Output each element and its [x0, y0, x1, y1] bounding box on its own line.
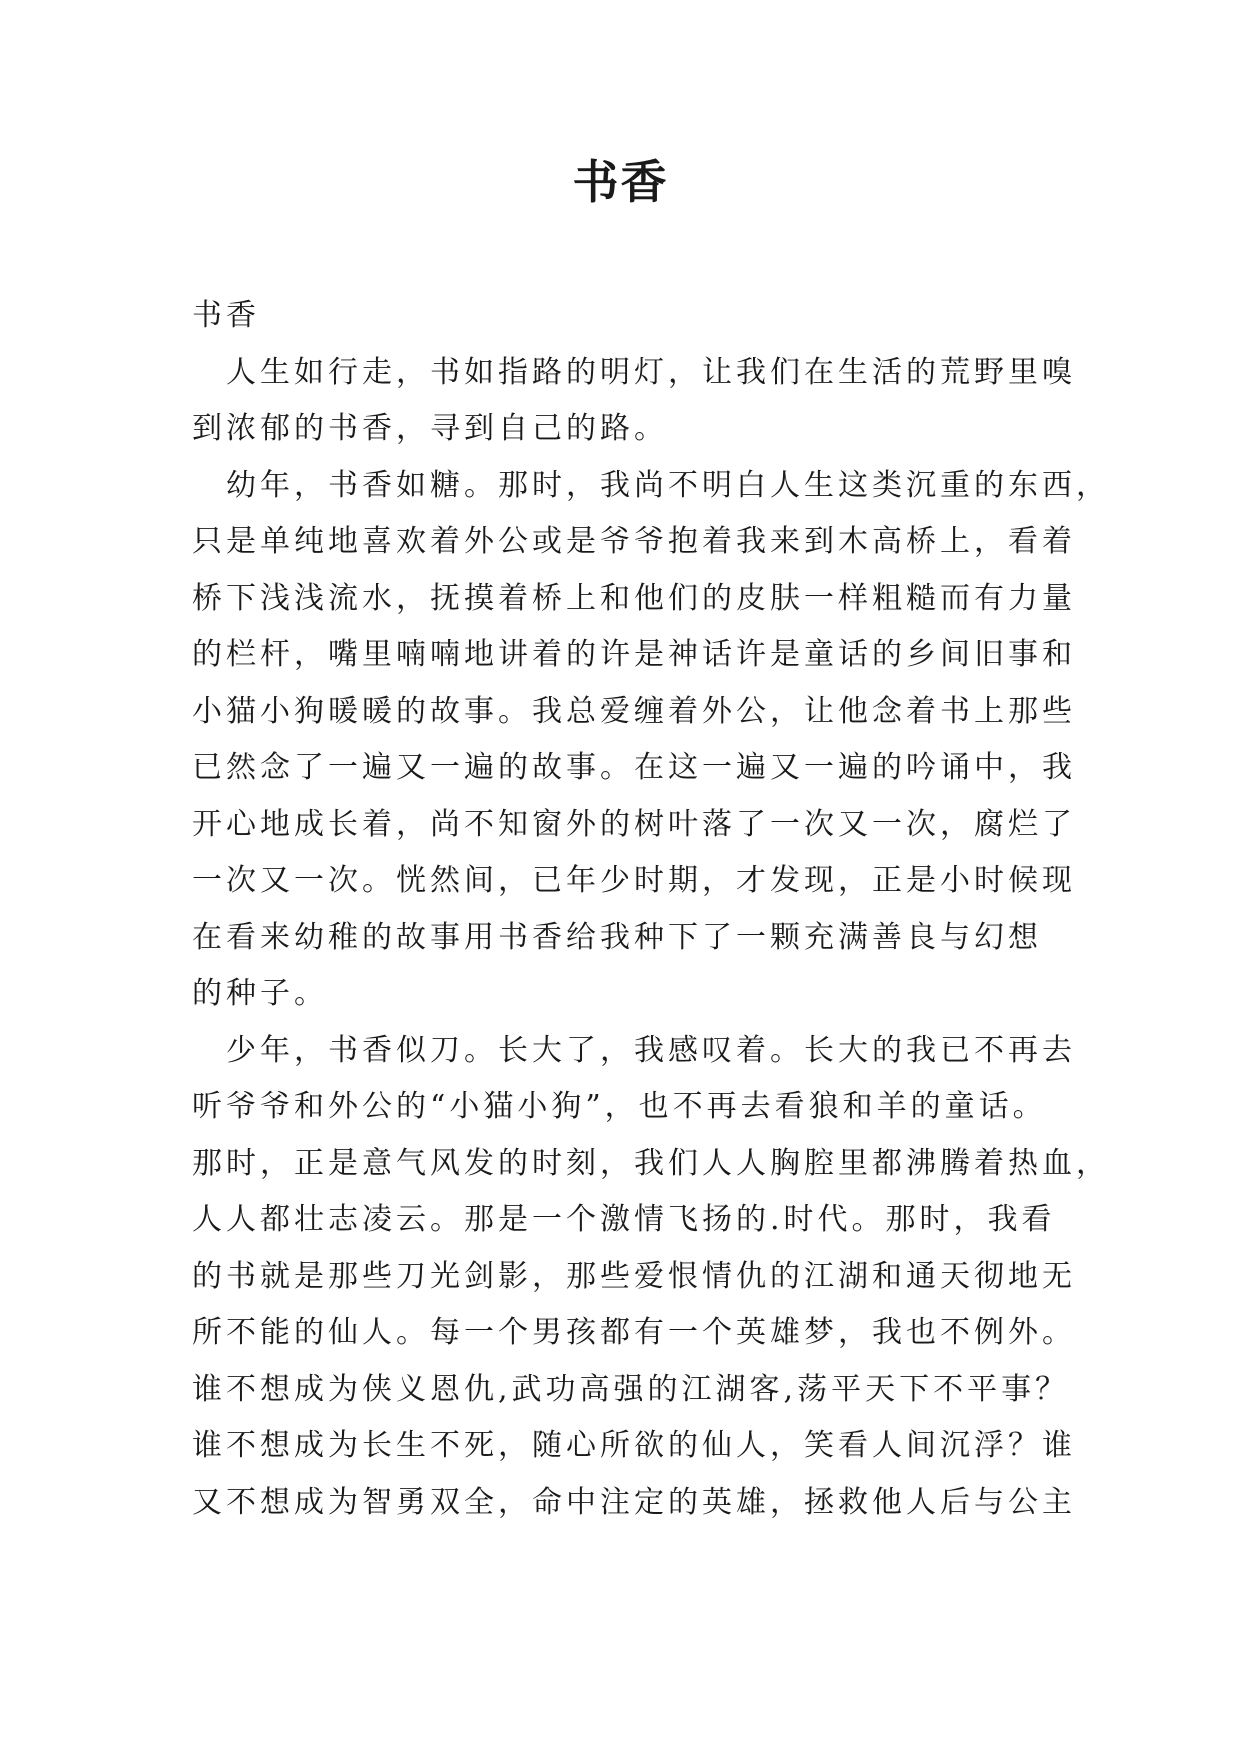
body-line: 谁不想成为长生不死，随心所欲的仙人，笑看人间沉浮？谁 — [192, 1428, 1076, 1463]
body-line: 只是单纯地喜欢着外公或是爷爷抱着我来到木高桥上，看着 — [192, 524, 1076, 559]
document-body — [192, 288, 1110, 1531]
document-title: 书香 — [572, 155, 669, 209]
body-line: 谁不想成为侠义恩仇,武功高强的江湖客,荡平天下不平事？ — [192, 1371, 1070, 1407]
body-line: 的栏杆，嘴里喃喃地讲着的许是神话许是童话的乡间旧事和 — [192, 637, 1076, 672]
body-line: 开心地成长着，尚不知窗外的树叶落了一次又一次，腐烂了 — [192, 806, 1076, 842]
body-line: 一次又一次。恍然间，已年少时期，才发现，正是小时候现 — [192, 863, 1076, 898]
body-line: 桥下浅浅流水，抚摸着桥上和他们的皮肤一样粗糙而有力量 — [192, 580, 1076, 616]
body-line: 书香 — [192, 298, 260, 333]
body-line: 的书就是那些刀光剑影，那些爱恨情仇的江湖和通天彻地无 — [192, 1258, 1076, 1294]
body-line: 人人都壮志凌云。那是一个激情飞扬的.时代。那时，我看 — [192, 1202, 1056, 1237]
body-line: 幼年，书香如糖。那时，我尚不明白人生这类沉重的东西， — [192, 467, 1110, 503]
body-line: 所不能的仙人。每一个男孩都有一个英雄梦，我也不例外。 — [192, 1315, 1076, 1350]
body-line: 听爷爷和外公的“小猫小狗”，也不再去看狼和羊的童话。 — [192, 1089, 1047, 1124]
body-line: 的种子。 — [192, 976, 328, 1011]
body-line: 少年，书香似刀。长大了，我感叹着。长大的我已不再去 — [192, 1032, 1076, 1068]
body-line: 在看来幼稚的故事用书香给我种下了一颗充满善良与幻想 — [192, 919, 1042, 955]
body-line: 已然念了一遍又一遍的故事。在这一遍又一遍的吟诵中，我 — [192, 750, 1076, 785]
body-line: 到浓郁的书香，寻到自己的路。 — [192, 411, 668, 446]
body-line: 那时，正是意气风发的时刻，我们人人胸腔里都沸腾着热血， — [192, 1145, 1110, 1181]
body-line: 小猫小狗暖暖的故事。我总爱缠着外公，让他念着书上那些 — [192, 693, 1076, 729]
body-line: 人生如行走，书如指路的明灯，让我们在生活的荒野里嗅 — [192, 354, 1076, 390]
body-line: 又不想成为智勇双全，命中注定的英雄，拯救他人后与公主 — [192, 1484, 1076, 1520]
